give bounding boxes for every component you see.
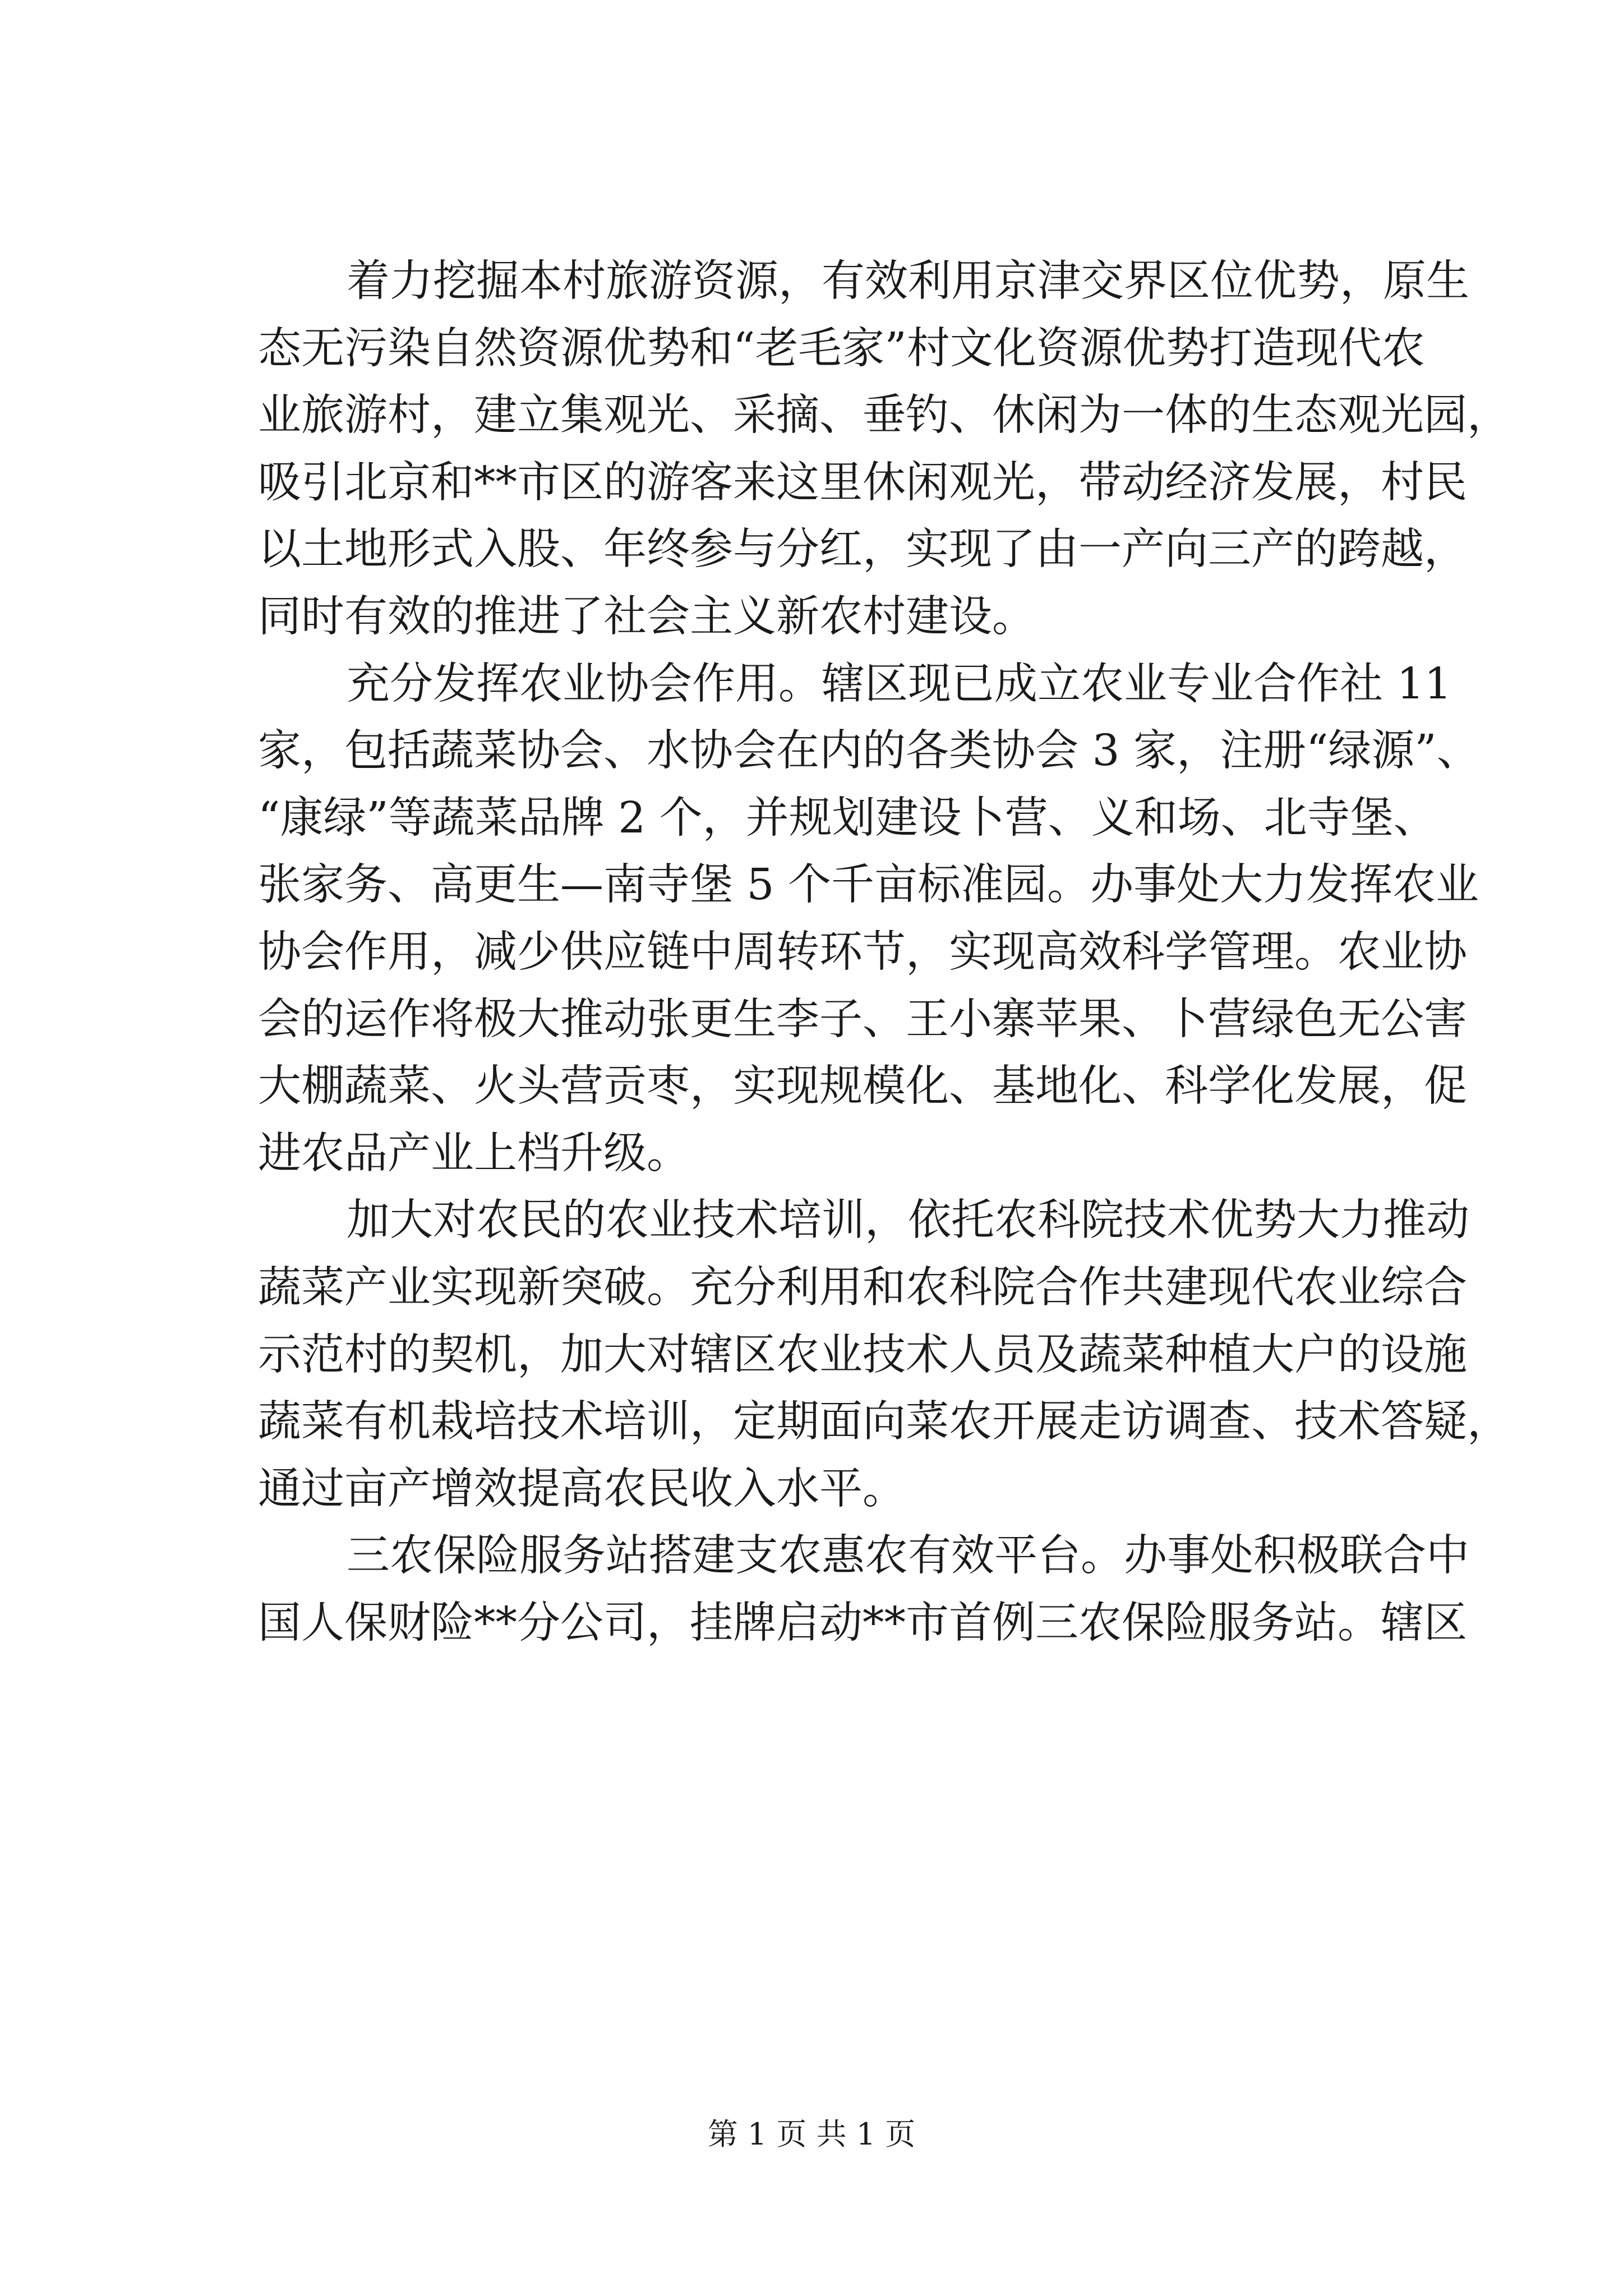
text-line: 同时有效的推进了社会主义新农村建设。 xyxy=(258,591,1035,642)
text-line: 协会作用，减少供应链中周转环节，实现高效科学管理。农业协 xyxy=(258,927,1467,977)
text-line: 着力挖掘本村旅游资源，有效利用京津交界区位优势，原生 xyxy=(347,256,1469,306)
paragraph-agricultural-associations xyxy=(258,651,1480,1188)
text-line: 三农保险服务站搭建支农惠农有效平台。办事处积极联合中 xyxy=(347,1531,1469,1581)
text-line: 态无污染自然资源优势和“老毛家”村文化资源优势打造现代农 xyxy=(258,323,1425,374)
text-line: 通过亩产增效提高农民收入水平。 xyxy=(258,1464,906,1514)
text-line: 吸引北京和**市区的游客来这里休闲观光，带动经济发展，村民 xyxy=(258,457,1467,508)
text-line: 大棚蔬菜、火头营贡枣，实现规模化、基地化、科学化发展，促 xyxy=(258,1061,1467,1112)
text-line: 充分发挥农业协会作用。辖区现已成立农业专业合作社 11 xyxy=(347,659,1452,709)
text-line: 蔬菜有机栽培技术培训，定期面向菜农开展走访调查、技术答疑， xyxy=(258,1397,1510,1447)
text-line: 国人保财险**分公司，挂牌启动**市首例三农保险服务站。辖区 xyxy=(258,1598,1467,1648)
page-number-footer: 第 1 页 共 1 页 xyxy=(707,2116,916,2152)
text-line: 蔬菜产业实现新突破。充分利用和农科院合作共建现代农业综合 xyxy=(258,1262,1467,1313)
text-line: 会的运作将极大推动张更生李子、王小寨苹果、卜营绿色无公害 xyxy=(258,994,1467,1045)
text-line: “康绿”等蔬菜品牌 2 个，并规划建设卜营、义和场、北寺堡、 xyxy=(258,793,1437,843)
text-line: 加大对农民的农业技术培训，依托农科院技术优势大力推动 xyxy=(347,1195,1469,1246)
text-line: 以土地形式入股、年终参与分红，实现了由一产向三产的跨越， xyxy=(258,524,1467,575)
text-line: 家，包括蔬菜协会、水协会在内的各类协会 3 家，注册“绿源”、 xyxy=(258,726,1480,776)
paragraph-insurance-station xyxy=(258,1522,1469,1657)
paragraph-tourism xyxy=(258,248,1510,651)
text-line: 示范村的契机，加大对辖区农业技术人员及蔬菜种植大户的设施 xyxy=(258,1329,1467,1380)
text-line: 张家务、高更生—南寺堡 5 个千亩标准园。办事处大力发挥农业 xyxy=(258,860,1479,910)
text-line: 业旅游村，建立集观光、采摘、垂钓、休闲为一体的生态观光园， xyxy=(258,390,1510,441)
paragraph-technical-training xyxy=(258,1187,1510,1522)
text-line: 进农品产业上档升级。 xyxy=(258,1128,690,1179)
document-body xyxy=(258,248,1510,1657)
